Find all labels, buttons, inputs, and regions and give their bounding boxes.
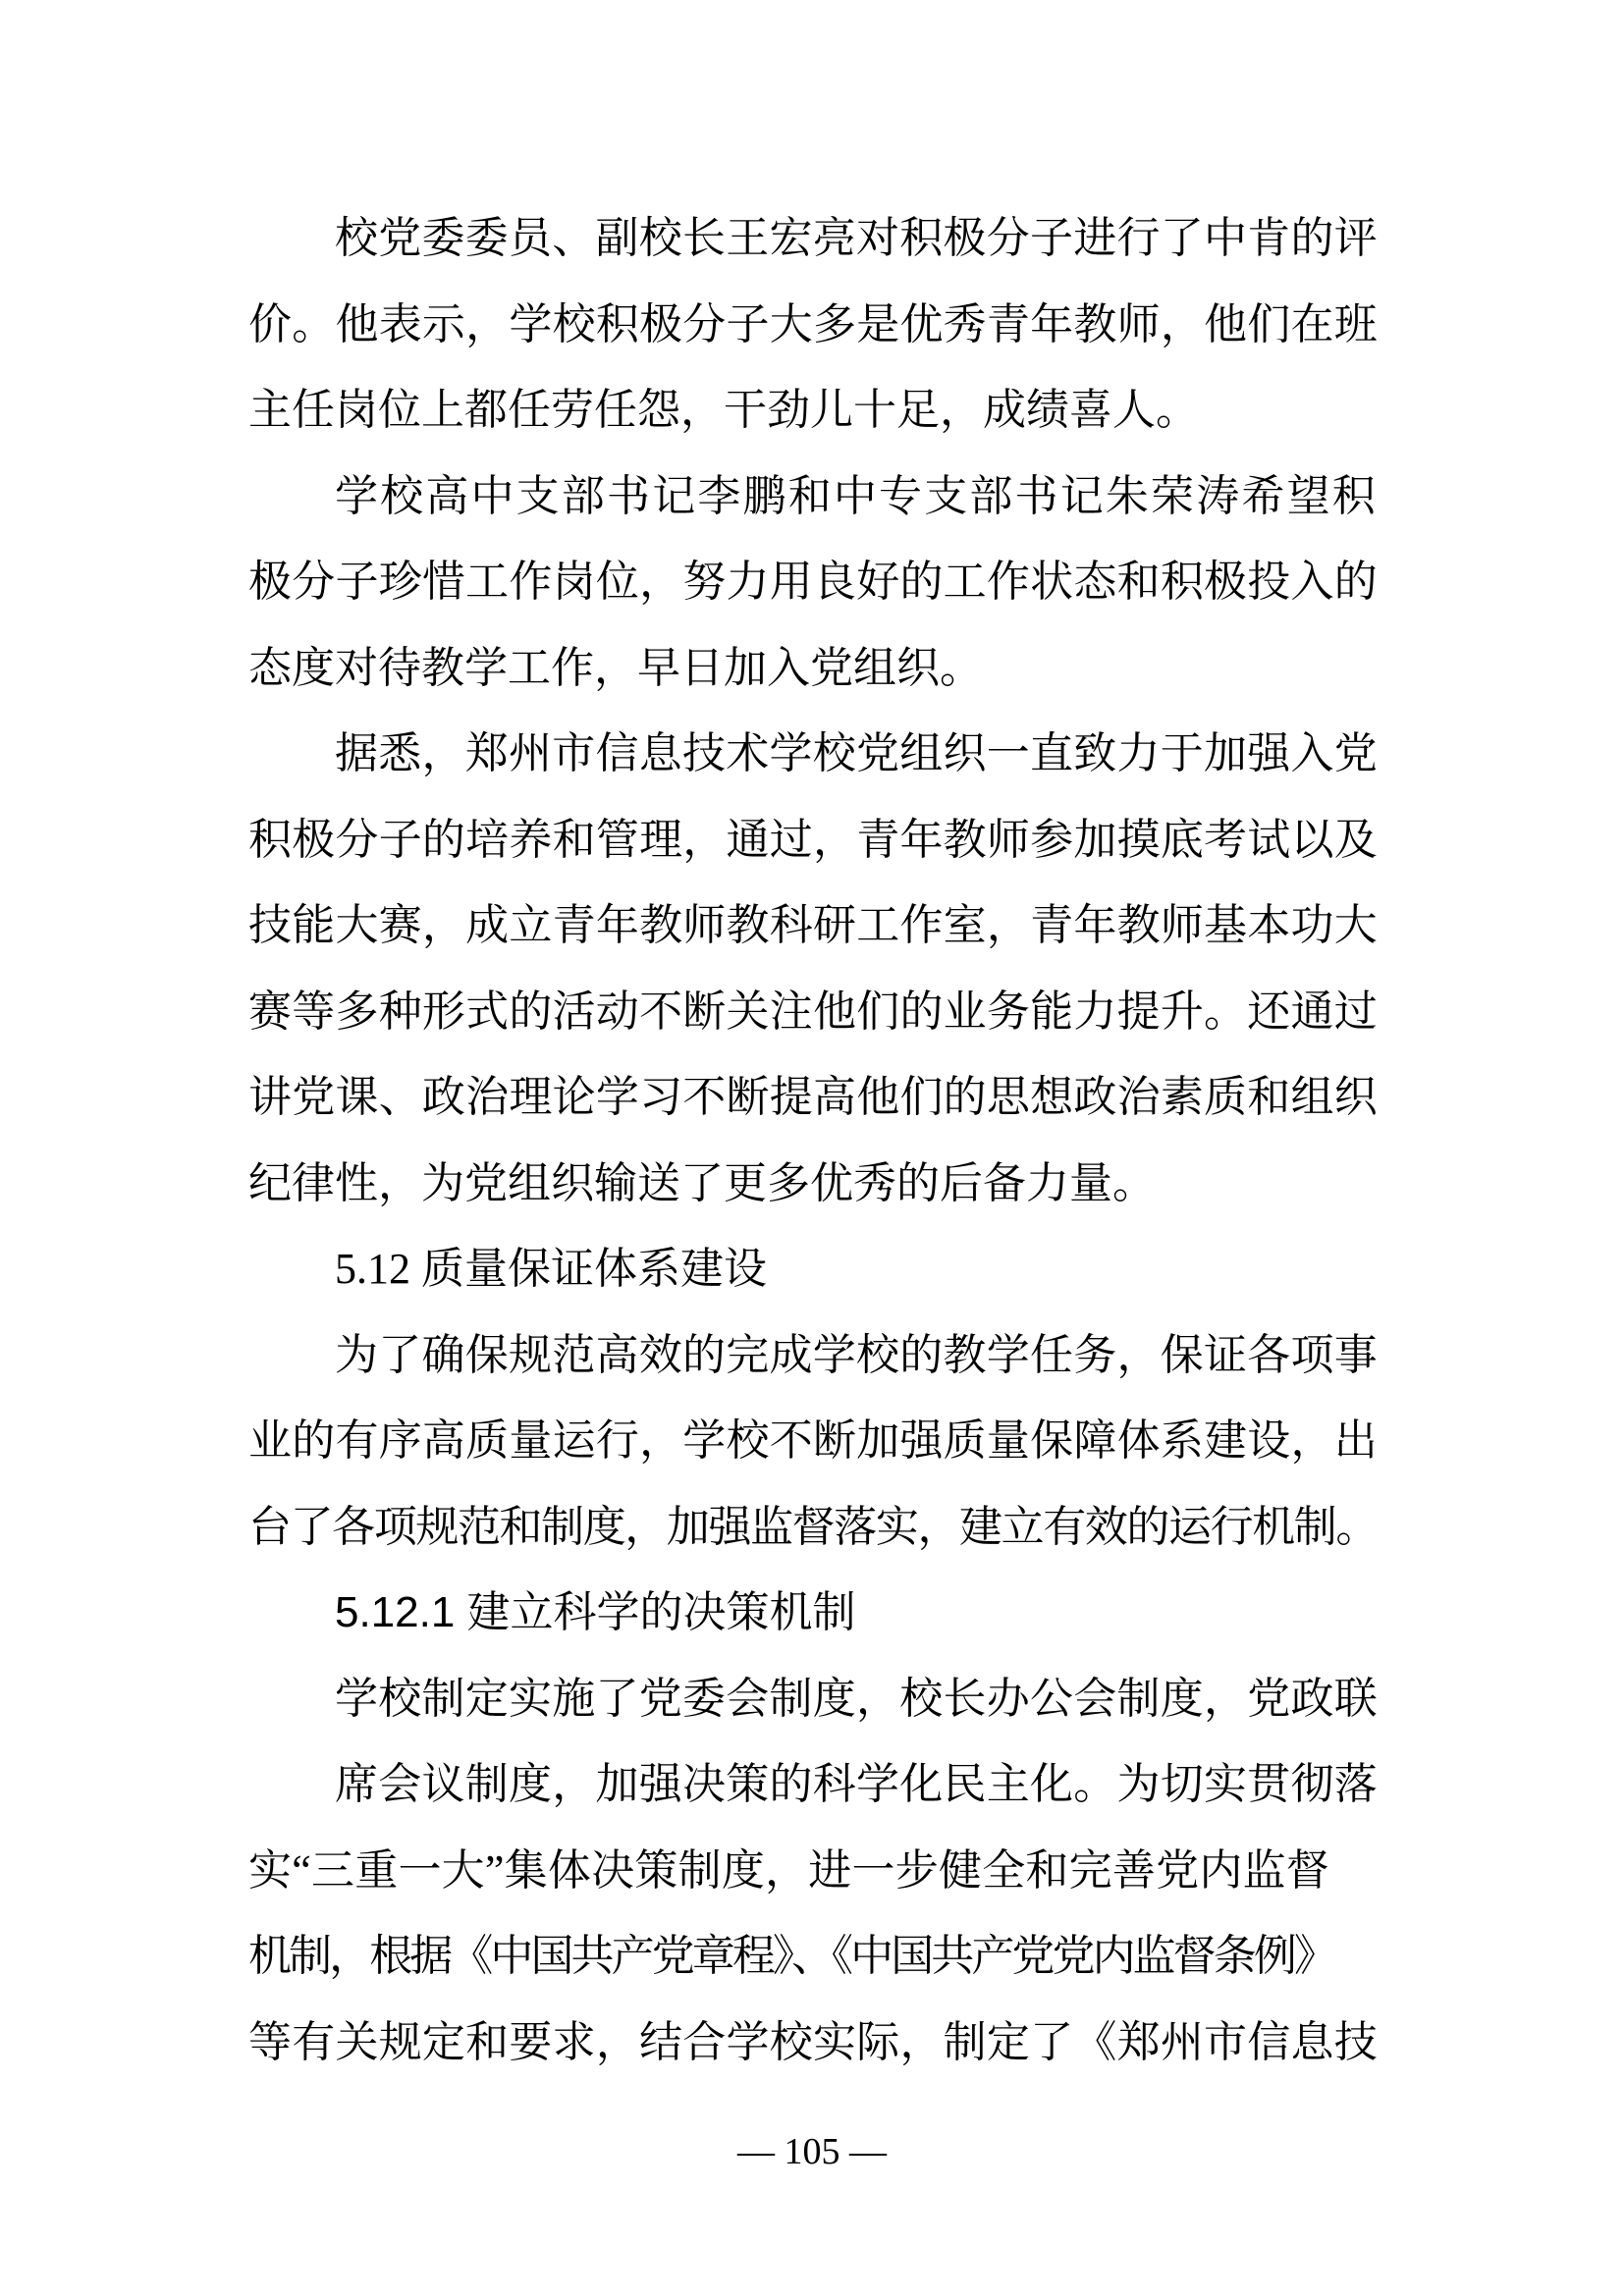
document-body [248,195,1378,2085]
paragraph-line: 学校制定实施了党委会制度，校长办公会制度，党政联 [335,1674,1378,1723]
paragraph-line: 极分子珍惜工作岗位，努力用良好的工作状态和积极投入的 [248,558,1378,606]
paragraph-line: 态度对待教学工作，早日加入党组织。 [248,643,983,692]
paragraph-line: 校党委委员、副校长王宏亮对积极分子进行了中肯的评 [335,214,1378,262]
paragraph-line: 讲党课、政治理论学习不断提高他们的思想政治素质和组织 [248,1073,1378,1121]
paragraph-line: 积极分子的培养和管理，通过，青年教师参加摸底考试以及 [248,815,1378,864]
paragraph-line: 赛等多种形式的活动不断关注他们的业务能力提升。还通过 [248,987,1378,1036]
paragraph-line: 实“三重一大”集体决策制度，进一步健全和完善党内监督 [248,1845,1330,1895]
paragraph-line: 机制，根据《中国共产党章程》、《中国共产党党内监督条例》 [248,1932,1334,1980]
paragraph-line: 价。他表示，学校积极分子大多是优秀青年教师，他们在班 [248,299,1378,348]
paragraph-line: 纪律性，为党组织输送了更多优秀的后备力量。 [248,1158,1156,1207]
paragraph-line: 业的有序高质量运行，学校不断加强质量保障体系建设，出 [248,1416,1378,1465]
page-footer [0,2128,1624,2175]
subsection-heading: 5.12.1 建立科学的决策机制 [335,1588,856,1636]
paragraph-line: 席会议制度，加强决策的科学化民主化。为切实贯彻落 [335,1760,1378,1808]
paragraph-line: 为了确保规范高效的完成学校的教学任务，保证各项事 [335,1330,1378,1379]
paragraph-line: 据悉，郑州市信息技术学校党组织一直致力于加强入党 [335,729,1378,777]
paragraph-line: 技能大赛，成立青年教师教科研工作室，青年教师基本功大 [248,901,1378,949]
section-heading: 5.12 质量保证体系建设 [335,1245,767,1293]
paragraph-line: 主任岗位上都任劳任怨，干劲儿十足，成绩喜人。 [248,386,1199,434]
page-number: — 105 — [737,2131,887,2172]
paragraph-line: 学校高中支部书记李鹏和中专支部书记朱荣涛希望积 [335,471,1378,520]
paragraph-line: 等有关规定和要求，结合学校实际，制定了《郑州市信息技 [248,2017,1378,2066]
paragraph-line: 台了各项规范和制度，加强监督落实，建立有效的运行机制。 [248,1502,1378,1551]
